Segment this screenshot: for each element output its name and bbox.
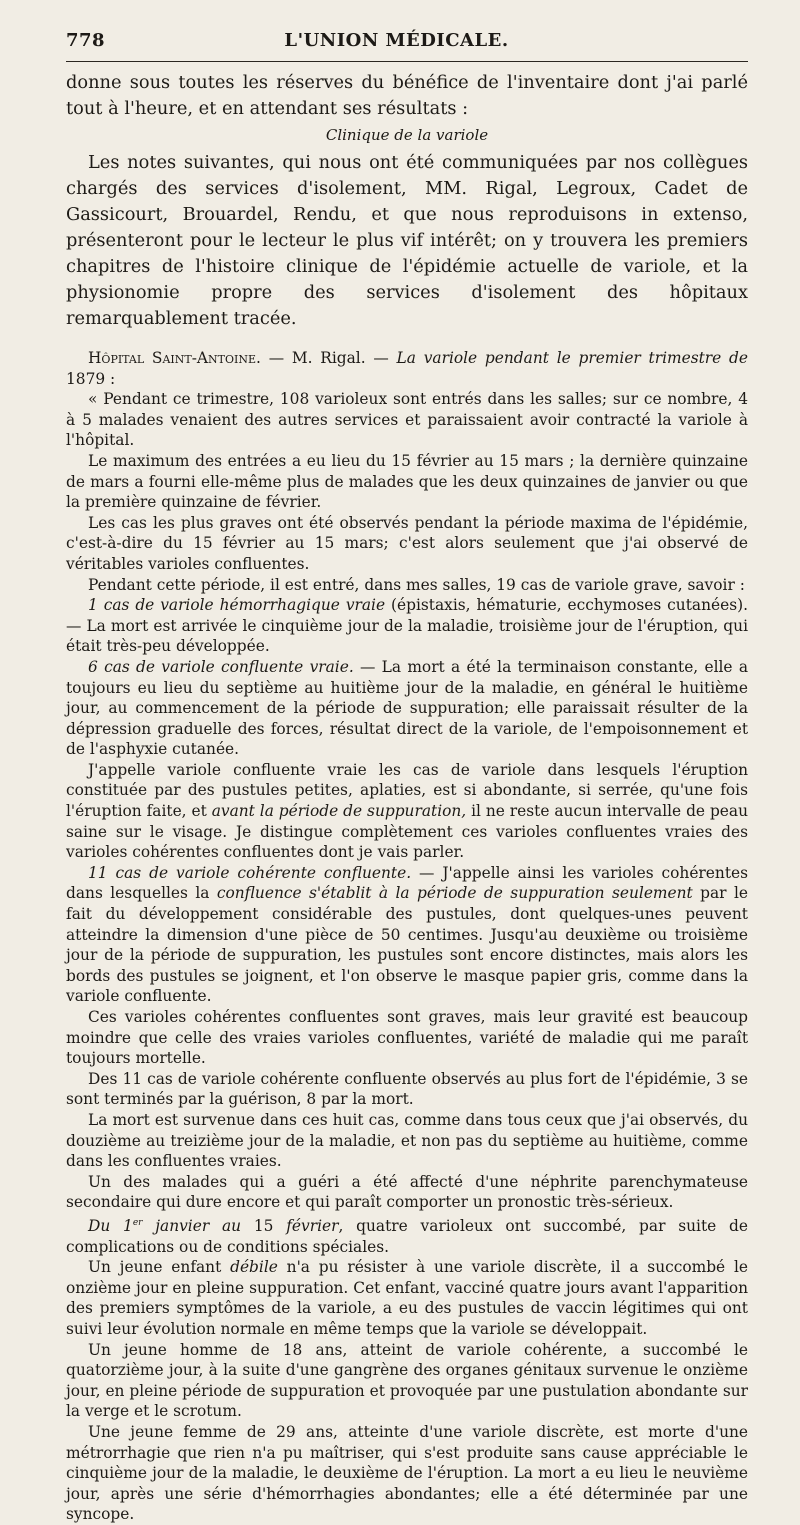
paragraph: Une jeune femme de 29 ans, atteinte d'une variole discrète, est morte d'une métrorrhagie que rien n'a pu maîtriser, qui s'est produite sans cause appréciable le cinquième jour de la maladie, le deuxième de l'éruption. La mort a eu lieu le neuvième jour, après une série d'hémorrhagies abondantes; elle a été déterminée par une syncope. — [66, 1423, 748, 1524]
emphasis-text: avant la période de suppuration, — [211, 802, 467, 821]
superscript: er — [132, 1217, 143, 1228]
paragraph-text: par le fait du développement considérable des pustules, dont quelques-unes peuvent atteindre la dimension d'une pièce de 50 centimes. Jusqu'au deuxième ou troisième jour de la période de suppuration, les pustules sont encore distinctes, mais alors les bords des pustules se joignent, et l'on observe le masque papier gris, comme dans la variole confluente. — [66, 884, 748, 1006]
paragraph: La mort est survenue dans ces huit cas, comme dans tous ceux que j'ai observés, du douzième au treizième jour de la maladie, et non pas du septième au huitième, comme dans les confluentes vraies. — [66, 1110, 748, 1171]
paragraph: Ces varioles cohérentes confluentes sont graves, mais leur gravité est beaucoup moindre que celle des vraies varioles confluentes, variété de maladie qui me paraît toujours mortelle. — [66, 1008, 748, 1068]
intro-notes-paragraph: Les notes suivantes, qui nous ont été communiquées par nos collègues chargés des services d'isolement, MM. Rigal, Legroux, Cadet de Gassicourt, Brouardel, Rendu, et que nous reproduisons in extenso, présenteront pour le lecteur le plus vif intérêt; on y trouvera les premiers chapitres de l'histoire clinique de l'épidémie actuelle de variole, et la physionomie propre des services d'isolement des hôpitaux remarquablement tracée. — [66, 152, 748, 329]
paragraph-text: (épistaxis, hématurie, ecchymoses cutanées). — La mort est arrivée le cinquième jour de la maladie, troisième jour de l'éruption, qui était très-peu développée. — [66, 596, 748, 656]
paragraph-text: J'appelle variole confluente vraie les cas de variole dans lesquels l'éruption constituée par des pustules petites, aplaties, est si abondante, si serrée, qu'une fois l'éruption faite, et — [66, 760, 748, 821]
intro-section — [66, 70, 748, 332]
paragraph: Le maximum des entrées a eu lieu du 15 février au 15 mars ; la dernière quinzaine de mars a fourni elle-même plus de malades que les deux quinzaines de janvier ou que la première quinzaine de février. — [66, 451, 748, 512]
report-title: La variole pendant le premier trimestre de — [396, 349, 748, 367]
header-rule — [66, 61, 748, 62]
paragraph-text: — J'appelle ainsi les varioles cohérentes dans lesquelles la — [66, 863, 749, 903]
paragraph-text: — La mort a été la terminaison constante, elle a toujours eu lieu du septième au huitième jour de la maladie, en général le huitième jour, au commencement de la période de suppuration; elle paraissait résulter de la dépression graduelle des forces, résultat direct de la variole, de l'empoisonnement et de l'asphyxie cutanée. — [66, 657, 748, 759]
paragraph-text: , quatre varioleux ont succombé, par suite de complications ou de conditions spéciales. — [66, 1217, 748, 1256]
emphasis-text: janvier au — [142, 1217, 242, 1236]
emphasis-text: Du 1 — [88, 1217, 133, 1236]
case-heading: 1 cas de variole hémorrhagique vraie — [88, 596, 386, 615]
journal-title: L'UNION MÉDICALE. — [284, 30, 509, 51]
case-heading: 11 cas de variole cohérente confluente. — [88, 863, 412, 882]
hospital-name: Hôpital Saint-Antoine. — [88, 349, 261, 367]
paragraph — [66, 1213, 748, 1257]
section-subheading: Clinique de la variole — [325, 126, 489, 144]
paragraph-text: il ne reste aucun intervalle de peau saine sur le visage. Je distingue complètement ces varioles confluentes vraies des varioles cohérentes confluentes dont je vais parler. — [66, 802, 748, 862]
paragraph-text: Un jeune enfant — [88, 1258, 231, 1277]
paragraph: « Pendant ce trimestre, 108 varioleux sont entrés dans les salles; sur ce nombre, 4 à 5 malades venaient des autres services et paraissaient avoir contracté la variole à l'hôpital. — [66, 390, 748, 450]
paragraph: Un jeune homme de 18 ans, atteint de variole cohérente, a succombé le quatorzième jour, à la suite d'une gangrène des organes génitaux survenue le onzième jour, en pleine période de suppuration et provoquée par une pustulation abondante sur la verge et le scrotum. — [66, 1340, 748, 1421]
case-heading: 6 cas de variole confluente vraie. — [88, 657, 354, 676]
paragraph — [66, 1257, 748, 1339]
emphasis-text: confluence s'établit à la période de suppuration seulement — [216, 884, 693, 903]
page-number: 778 — [66, 30, 106, 51]
paragraph — [66, 657, 748, 760]
emphasis-text: débile — [230, 1258, 278, 1277]
report-year: 1879 : — [66, 369, 116, 388]
paragraph: Un des malades qui a guéri a été affecté d'une néphrite parenchymateuse secondaire qui dure encore et qui paraît comporter un pronostic très-sérieux. — [66, 1172, 748, 1212]
paragraph: Pendant cette période, il est entré, dans mes salles, 19 cas de variole grave, savoir : — [88, 575, 745, 594]
paragraph — [66, 595, 748, 657]
paragraph: Des 11 cas de variole cohérente confluente observés au plus fort de l'épidémie, 3 se sont terminés par la guérison, 8 par la mort. — [66, 1069, 748, 1109]
paragraph — [66, 760, 748, 863]
report-author: — M. Rigal. — — [260, 349, 397, 367]
paragraph — [66, 863, 748, 1007]
emphasis-text: février — [286, 1217, 339, 1236]
paragraph-text: 15 — [241, 1217, 287, 1236]
paragraph-text: n'a pu résister à une variole discrète, il a succombé le onzième jour en pleine suppuration. Cet enfant, vacciné quatre jours avant l'apparition des premiers symptômes de la variole, a eu des pustules de vaccin légitimes qui ont suivi leur évolution normale en même temps que la variole se développait. — [66, 1258, 748, 1339]
page-header — [66, 30, 748, 59]
paragraph: Les cas les plus graves ont été observés pendant la période maxima de l'épidémie, c'est-à-dire du 15 février au 15 mars; c'est alors seulement que j'ai observé de véritables varioles confluentes. — [66, 513, 748, 573]
intro-paragraph: donne sous toutes les réserves du bénéfice de l'inventaire dont j'ai parlé tout à l'heure, et en attendant ses résultats : — [66, 72, 748, 119]
report-section — [66, 348, 748, 1525]
report-heading — [66, 348, 748, 389]
